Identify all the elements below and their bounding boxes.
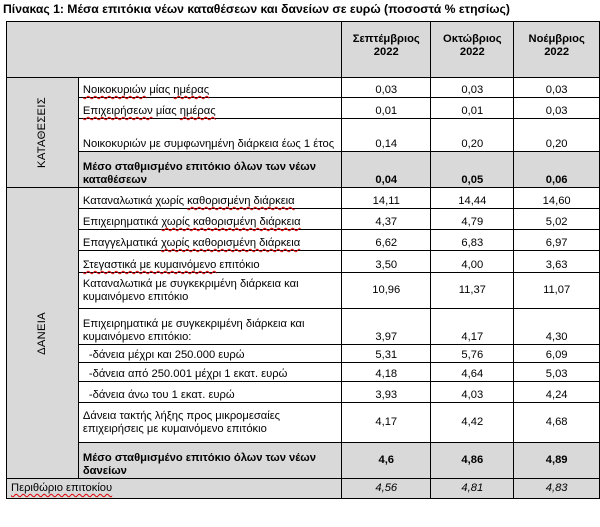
cell: 5,76: [431, 345, 514, 363]
row-label: -δάνεια μέχρι και 250.000 ευρώ: [78, 345, 341, 363]
deposits-side-label: ΚΑΤΑΘΕΣΕΙΣ: [7, 78, 79, 188]
row-label: Επιχειρηματικά χωρίς καθορισμένη διάρκεια: [78, 209, 341, 230]
table-row: [7, 309, 600, 345]
cell: 4,17: [431, 309, 514, 345]
row-label: Στεγαστικά με κυμαινόμενο επιτόκιο: [78, 251, 341, 273]
col-header-november: Νοέμβριος 2022: [514, 22, 600, 78]
row-label: Καταναλωτικά με συγκεκριμένη διάρκεια και κυμαινόμενο επιτόκιο: [78, 273, 341, 309]
cell: 0,20: [431, 119, 514, 152]
cell: 0,03: [514, 98, 600, 119]
row-label: Δάνεια τακτής λήξης προς μικρομεσαίες επιχειρήσεις με κυμαινόμενο επιτόκιο: [78, 403, 341, 443]
cell: 3,50: [342, 251, 431, 273]
cell: 4,37: [342, 209, 431, 230]
cell: 5,31: [342, 345, 431, 363]
table-row: [7, 78, 600, 98]
table-row: [7, 363, 600, 382]
cell: 0,01: [342, 98, 431, 119]
row-label: Νοικοκυριών με συμφωνημένη διάρκεια έως 1 έτος: [78, 119, 341, 152]
table-row: [7, 98, 600, 119]
row-label: -δάνεια άνω του 1 εκατ. ευρώ: [78, 382, 341, 403]
cell: 5,03: [514, 363, 600, 382]
cell: 4,24: [514, 382, 600, 403]
cell: 11,37: [431, 273, 514, 309]
margin-row: [7, 479, 600, 499]
table-row: [7, 209, 600, 230]
cell: 6,97: [514, 230, 600, 251]
cell: 6,62: [342, 230, 431, 251]
loans-average-row: [7, 443, 600, 479]
cell: 4,30: [514, 309, 600, 345]
cell: 0,01: [431, 98, 514, 119]
cell: 0,20: [514, 119, 600, 152]
cell: 6,83: [431, 230, 514, 251]
cell: 4,68: [514, 403, 600, 443]
cell: 6,09: [514, 345, 600, 363]
row-label: Καταναλωτικά χωρίς καθορισμένη διάρκεια: [78, 188, 341, 209]
interest-rates-table: [6, 21, 600, 499]
table-title: Πίνακας 1: Μέσα επιτόκια νέων καταθέσεων και δανείων σε ευρώ (ποσοστά % ετησίως): [3, 2, 510, 16]
cell: 5,02: [514, 209, 600, 230]
cell: 4,6: [342, 443, 431, 479]
table-row: [7, 230, 600, 251]
table-row: [7, 345, 600, 363]
header-blank: [7, 22, 342, 78]
cell: 0,14: [342, 119, 431, 152]
cell: 4,42: [431, 403, 514, 443]
cell: 4,00: [431, 251, 514, 273]
row-label: Μέσο σταθμισμένο επιτόκιο όλων των νέων καταθέσεων: [78, 152, 341, 188]
loans-side-label: ΔΑΝΕΙΑ: [7, 188, 79, 479]
row-label: Μέσο σταθμισμένο επιτόκιο όλων των νέων δανείων: [78, 443, 341, 479]
cell: 3,63: [514, 251, 600, 273]
row-label: Επιχειρηματικά με συγκεκριμένη διάρκεια και κυμαινόμενο επιτόκιο:: [78, 309, 341, 345]
cell: 0,03: [342, 78, 431, 98]
cell: 11,07: [514, 273, 600, 309]
cell: 14,44: [431, 188, 514, 209]
cell: 0,03: [431, 78, 514, 98]
cell: 4,83: [514, 479, 600, 499]
col-header-october: Οκτώβριος 2022: [431, 22, 514, 78]
row-label: Επιχειρήσεων μίας ημέρας: [78, 98, 341, 119]
cell: 0,03: [514, 78, 600, 98]
row-label: Περιθώριο επιτοκίου: [7, 479, 342, 499]
cell: 4,56: [342, 479, 431, 499]
cell: 4,18: [342, 363, 431, 382]
cell: 14,60: [514, 188, 600, 209]
cell: 4,89: [514, 443, 600, 479]
cell: 10,96: [342, 273, 431, 309]
cell: 4,79: [431, 209, 514, 230]
cell: 4,86: [431, 443, 514, 479]
cell: 4,64: [431, 363, 514, 382]
row-label: Επαγγελματικά χωρίς καθορισμένη διάρκεια: [78, 230, 341, 251]
header-row: [7, 22, 600, 78]
cell: 4,17: [342, 403, 431, 443]
cell: 4,81: [431, 479, 514, 499]
cell: 3,97: [342, 309, 431, 345]
table-row: [7, 119, 600, 152]
cell: 0,05: [431, 152, 514, 188]
cell: 3,93: [342, 382, 431, 403]
cell: 0,04: [342, 152, 431, 188]
table-row: [7, 251, 600, 273]
table-row: [7, 403, 600, 443]
col-header-september: Σεπτέμβριος 2022: [342, 22, 431, 78]
cell: 0,06: [514, 152, 600, 188]
table-row: [7, 382, 600, 403]
cell: 14,11: [342, 188, 431, 209]
table-row: [7, 273, 600, 309]
cell: 4,03: [431, 382, 514, 403]
table-row: [7, 188, 600, 209]
row-label: Νοικοκυριών μίας ημέρας: [78, 78, 341, 98]
row-label: -δάνεια από 250.001 μέχρι 1 εκατ. ευρώ: [78, 363, 341, 382]
deposits-average-row: [7, 152, 600, 188]
